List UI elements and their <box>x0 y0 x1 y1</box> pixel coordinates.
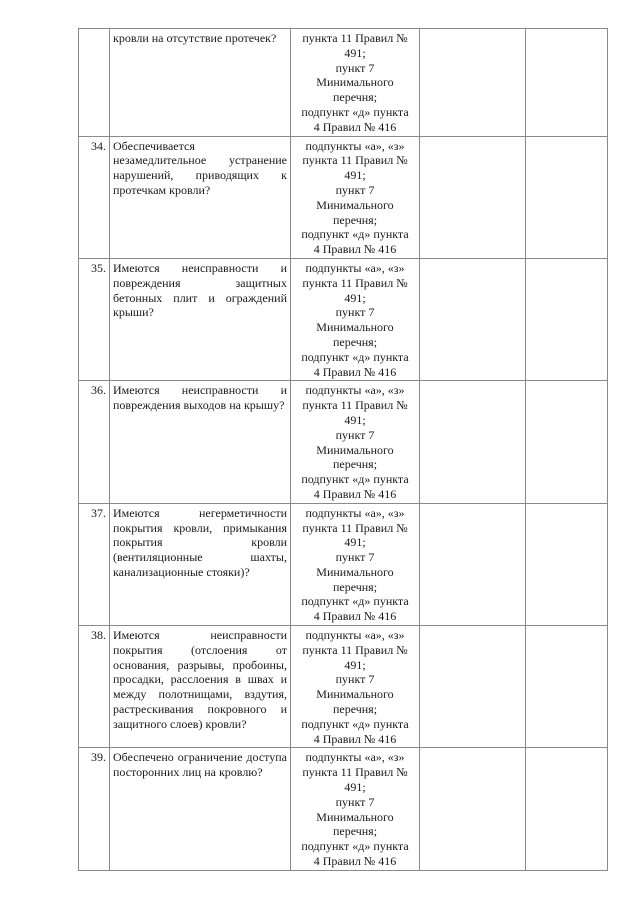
reference-line: 4 Правил № 416 <box>313 609 397 624</box>
item-question: Обеспечено ограничение доступа посторонних лиц на кровлю? <box>110 748 291 870</box>
note-cell <box>526 258 608 380</box>
reference-line: пункта 11 Правил № <box>302 275 408 290</box>
item-reference <box>291 503 420 625</box>
reference-line: пункта 11 Правил № <box>302 520 408 535</box>
reference-line: перечня; <box>332 212 378 227</box>
item-reference <box>291 748 420 870</box>
reference-line: 4 Правил № 416 <box>313 242 397 257</box>
reference-line: 491; <box>344 290 366 305</box>
reference-line: Минимального <box>316 320 394 335</box>
checklist-table <box>78 28 608 871</box>
reference-line: подпункт «д» пункта <box>301 104 409 119</box>
reference-line: подпункт «д» пункта <box>301 472 409 487</box>
reference-line: подпункты «а», «з» <box>305 383 405 398</box>
item-question: Имеются неисправности и повреждения защитных бетонных плит и ограждений крыши? <box>110 258 291 380</box>
item-number: 39. <box>79 748 110 870</box>
item-question: Обеспечивается незамедлительное устранение нарушений, приводящих к протечкам кровли? <box>110 136 291 258</box>
reference-line: Минимального <box>316 809 394 824</box>
reference-line: Минимального <box>316 564 394 579</box>
reference-line: подпункты «а», «з» <box>305 138 405 153</box>
reference-line: 491; <box>344 780 366 795</box>
note-cell <box>526 748 608 870</box>
reference-line: Минимального <box>316 197 394 212</box>
reference-line: подпункт «д» пункта <box>301 349 409 364</box>
reference-line: перечня; <box>332 579 378 594</box>
table-row <box>79 748 608 870</box>
reference-line: 491; <box>344 45 366 60</box>
reference-line: Минимального <box>316 75 394 90</box>
reference-line: подпункты «а», «з» <box>305 260 405 275</box>
note-cell <box>526 29 608 137</box>
reference-line: перечня; <box>332 824 378 839</box>
reference-line: 4 Правил № 416 <box>313 486 397 501</box>
reference-line: 491; <box>344 535 366 550</box>
item-number <box>79 29 110 137</box>
reference-line: перечня; <box>332 90 378 105</box>
note-cell <box>526 626 608 748</box>
reference-line: подпункт «д» пункта <box>301 839 409 854</box>
reference-line: перечня; <box>332 457 378 472</box>
reference-line: подпункты «а», «з» <box>305 505 405 520</box>
answer-cell <box>420 381 526 503</box>
reference-line: пункт 7 <box>335 182 375 197</box>
table-row <box>79 258 608 380</box>
reference-line: 4 Правил № 416 <box>313 364 397 379</box>
reference-line: 491; <box>344 412 366 427</box>
table-row <box>79 136 608 258</box>
item-reference <box>291 258 420 380</box>
reference-line: 4 Правил № 416 <box>313 854 397 869</box>
note-cell <box>526 503 608 625</box>
reference-line: пункта 11 Правил № <box>302 31 408 45</box>
reference-line: пункт 7 <box>335 427 375 442</box>
note-cell <box>526 136 608 258</box>
item-question: Имеются неисправности и повреждения выходов на крышу? <box>110 381 291 503</box>
table-row <box>79 381 608 503</box>
reference-line: 4 Правил № 416 <box>313 119 397 134</box>
reference-line: пункта 11 Правил № <box>302 765 408 780</box>
answer-cell <box>420 29 526 137</box>
item-number: 36. <box>79 381 110 503</box>
item-reference <box>291 29 420 137</box>
reference-line: подпункт «д» пункта <box>301 594 409 609</box>
answer-cell <box>420 626 526 748</box>
answer-cell <box>420 136 526 258</box>
item-number: 34. <box>79 136 110 258</box>
reference-line: 4 Правил № 416 <box>313 731 397 746</box>
item-reference <box>291 626 420 748</box>
checklist-table-body <box>79 29 608 871</box>
item-question: кровли на отсутствие протечек? <box>110 29 291 137</box>
item-number: 37. <box>79 503 110 625</box>
table-row <box>79 29 608 137</box>
reference-line: пункта 11 Правил № <box>302 398 408 413</box>
reference-line: перечня; <box>332 334 378 349</box>
answer-cell <box>420 503 526 625</box>
reference-line: пункта 11 Правил № <box>302 153 408 168</box>
answer-cell <box>420 258 526 380</box>
reference-line: подпункты «а», «з» <box>305 628 405 643</box>
item-question: Имеются неисправности покрытия (отслоения от основания, разрывы, пробоины, просадки, расслоения в швах и между полотнищами, вздутия, растрескивания покровного и защитного слоев) кровли? <box>110 626 291 748</box>
item-number: 35. <box>79 258 110 380</box>
reference-line: 491; <box>344 168 366 183</box>
reference-line: подпункт «д» пункта <box>301 227 409 242</box>
answer-cell <box>420 748 526 870</box>
reference-line: пункт 7 <box>335 794 375 809</box>
reference-line: Минимального <box>316 687 394 702</box>
reference-line: пункт 7 <box>335 305 375 320</box>
table-row <box>79 503 608 625</box>
reference-line: пункт 7 <box>335 550 375 565</box>
table-row <box>79 626 608 748</box>
reference-line: перечня; <box>332 702 378 717</box>
document-page <box>78 28 608 871</box>
reference-line: пункт 7 <box>335 672 375 687</box>
item-reference <box>291 136 420 258</box>
item-number: 38. <box>79 626 110 748</box>
reference-line: пункта 11 Правил № <box>302 642 408 657</box>
reference-line: подпункт «д» пункта <box>301 716 409 731</box>
item-reference <box>291 381 420 503</box>
reference-line: подпункты «а», «з» <box>305 750 405 765</box>
reference-line: 491; <box>344 657 366 672</box>
reference-line: пункт 7 <box>335 60 375 75</box>
item-question: Имеются негерметичности покрытия кровли, примыкания покрытия кровли (вентиляционные шахты, канализационные стояки)? <box>110 503 291 625</box>
note-cell <box>526 381 608 503</box>
reference-line: Минимального <box>316 442 394 457</box>
